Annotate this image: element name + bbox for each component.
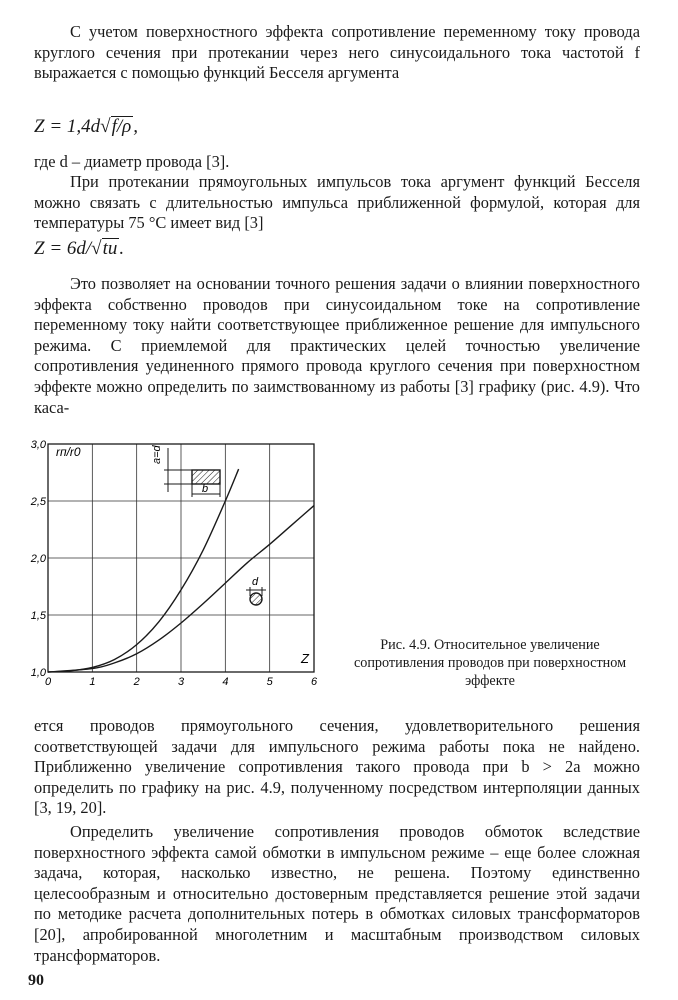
paragraph-1: С учетом поверхностного эффекта сопротивление переменному току провода круглого сечения при протекании через него синусоидального тока частотой f выражается с помощью функций Бесселя аргумента — [34, 22, 640, 83]
formula-2-radicand: tи — [102, 238, 118, 259]
x-tick-label-3: 3 — [178, 676, 185, 688]
formula-1: Z = 1,4d√f/ρ , — [34, 116, 139, 137]
paragraph-4: Это позволяет на основании точного решения задачи о влиянии поверхностного эффекта собственно проводов при синусоидальном токе на сопротивление переменному току найти соответствующее приближенное решение для импульсного режима. С приемлемой для практических целей точностью увеличение сопротивления уединенного прямого провода круглого сечения при поверхностном эффекте можно определить по заимствованному из работы [3] графику (рис. 4.9). Что каса- — [34, 274, 640, 417]
series-line-rectangular — [48, 469, 239, 672]
paragraph-3: При протекании прямоугольных импульсов тока аргумент функций Бесселя можно связать с длительностью импульса приближенной формулой, которая для температуры 75 °С имеет вид [3] — [34, 172, 640, 233]
paragraph-2: где d – диаметр провода [3]. — [34, 152, 230, 171]
x-tick-label-0: 0 — [45, 676, 52, 688]
y-axis-label: rп/r0 — [56, 445, 81, 459]
y-tick-label-4: 3,0 — [30, 439, 46, 451]
formula-2-tail: . — [119, 238, 125, 259]
formula-2-lhs: Z = 6d/ — [34, 238, 92, 259]
y-tick-label-2: 2,0 — [30, 553, 46, 565]
x-tick-label-6: 6 — [311, 676, 318, 688]
x-tick-label-4: 4 — [222, 676, 229, 688]
y-tick-label-1: 1,5 — [30, 610, 46, 622]
formula-1-radicand: f/ρ — [111, 116, 132, 137]
y-tick-label-3: 2,5 — [30, 496, 46, 508]
chart-grid — [48, 444, 314, 672]
round-conductor-sketch — [246, 576, 266, 605]
paragraph-6: Определить увеличение сопротивления проводов обмоток вследствие поверхностного эффекта самой обмотки в импульсном режиме – еще более сложная задача, которая, насколько известно, не решена. Поэтому единственно целесообразным и относительно достоверным представляется решение этой задачи по методике расчета дополнительных потерь в обмотках силовых трансформаторов [20], апробированной многолетним и масштабным производством силовых трансформаторов. — [34, 822, 640, 965]
x-tick-label-2: 2 — [133, 676, 140, 688]
rect-conductor-icon — [192, 470, 220, 484]
paragraph-5: ется проводов прямоугольного сечения, удовлетворительного решения соответствующей задачи для импульсного режима работы пока не найдено. Приближенно увеличение сопротивления такого провода при b > 2a можно определить по графику на рис. 4.9, полученному посредством интерполяции данных [3, 19, 20]. — [34, 716, 640, 818]
rect-label-b: b — [202, 483, 209, 495]
round-conductor-icon — [250, 593, 262, 605]
figure-caption: Рис. 4.9. Относительное увеличение сопротивления проводов при поверхностном эффекте — [353, 637, 627, 689]
formula-1-tail: , — [133, 116, 139, 137]
figure-4-9-chart — [0, 430, 340, 700]
x-axis-label: Z — [301, 651, 309, 666]
y-tick-label-0: 1,0 — [30, 667, 46, 679]
x-tick-label-5: 5 — [266, 676, 273, 688]
x-tick-label-1: 1 — [89, 676, 96, 688]
formula-1-lhs: Z = 1,4d — [34, 116, 101, 137]
chart-ticks — [30, 439, 318, 688]
page-number: 90 — [28, 972, 44, 989]
formula-2: Z = 6d/√tи . — [34, 238, 125, 259]
rect-label-a: a=d — [151, 445, 163, 464]
rect-conductor-sketch — [151, 444, 220, 497]
circle-label-d: d — [252, 576, 259, 588]
